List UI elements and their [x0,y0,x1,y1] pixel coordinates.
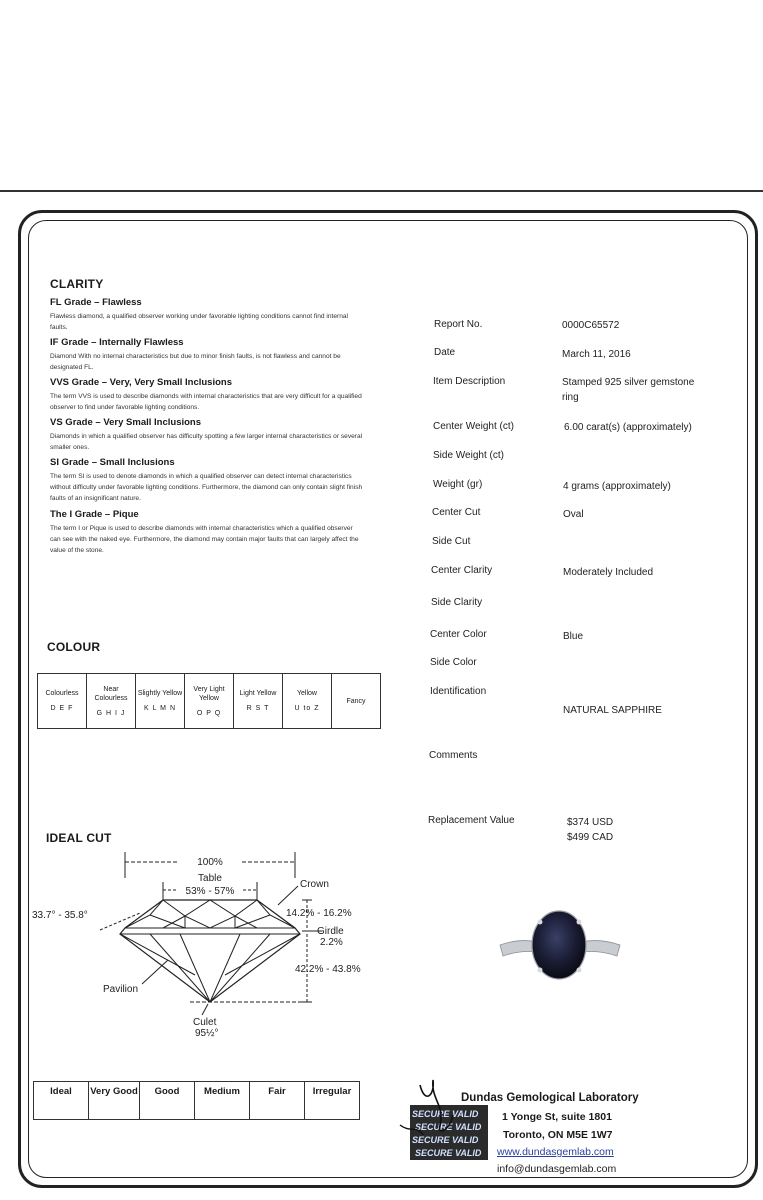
prong-1 [538,920,543,925]
seal-text-3: SECURE VALID [412,1135,479,1145]
secure-valid-seal [395,1075,500,1165]
grade-if-title: IF Grade – Internally Flawless [50,337,184,348]
label-total-width: 100% [197,857,223,868]
label-pavilion-depth: 42.2% - 43.8% [295,964,361,975]
grade-vs-title: VS Grade – Very Small Inclusions [50,417,202,428]
prong-2 [577,920,582,925]
lab-address-1: 1 Yonge St, suite 1801 [502,1111,612,1123]
weight-gr-label: Weight (gr) [433,479,483,490]
lab-email[interactable]: info@dundasgemlab.com [497,1163,617,1175]
colour-cell-yellow: Yellow U to Z [283,674,332,729]
center-weight-value: 6.00 carat(s) (approximately) [564,422,692,433]
grade-i-title: The I Grade – Pique [50,509,139,520]
grade-fl-title: FL Grade – Flawless [50,297,142,308]
side-clarity-label: Side Clarity [431,597,483,608]
comments-label: Comments [429,750,478,761]
ring-band-right [581,941,620,956]
grade-vs-desc: Diamonds in which a qualified observer has difficulty spotting a few larger internal characteristics or several smaller ones. [50,433,363,451]
side-cut-label: Side Cut [432,536,471,547]
cut-grade-medium: Medium [195,1082,250,1120]
lab-name: Dundas Gemological Laboratory [461,1092,639,1104]
grade-fl-desc: Flawless diamond, a qualified observer working under favorable lighting conditions cannot find internal faults. [50,313,348,331]
center-cut-value: Oval [563,509,584,520]
seal-text-1: SECURE VALID [412,1109,479,1119]
center-clarity-value: Moderately Included [563,567,654,578]
date-value: March 11, 2016 [562,349,631,360]
label-table-range: 53% - 57% [185,886,235,897]
grade-if-desc: Diamond With no internal characteristics but due to minor finish faults, is not flawless and cannot be designated FL. [50,353,341,371]
top-rule [0,190,763,192]
diamond-outline [120,900,300,1002]
label-girdle: Girdle [317,926,344,937]
cut-grade-ideal: Ideal [34,1082,89,1120]
colour-heading: COLOUR [47,640,101,654]
center-weight-label: Center Weight (ct) [433,421,514,432]
report-no-label: Report No. [434,319,483,330]
prong-3 [538,968,543,973]
replacement-value-usd: $374 USD [567,817,614,828]
label-culet-value: 95½° [195,1028,219,1039]
label-girdle-value: 2.2% [320,937,343,948]
center-clarity-label: Center Clarity [431,565,493,576]
lab-address-2: Toronto, ON M5E 1W7 [503,1129,613,1141]
item-description-label: Item Description [433,376,506,387]
colour-cell-colourless: Colourless D E F [38,674,87,729]
replacement-value-cad: $499 CAD [567,832,614,843]
colour-cell-light-yellow: Light Yellow R S T [234,674,283,729]
ideal-cut-heading: IDEAL CUT [46,831,112,845]
colour-scale-table [37,673,381,729]
seal-text-4: SECURE VALID [415,1148,482,1158]
prong-4 [577,968,582,973]
weight-gr-value: 4 grams (approximately) [563,481,671,492]
colour-cell-slightly-yellow: Slightly Yellow K L M N [136,674,185,729]
ring-photo [495,900,625,995]
grade-vvs-title: VVS Grade – Very, Very Small Inclusions [50,377,232,388]
cut-grade-irregular: Irregular [305,1082,360,1120]
diamond-proportion-diagram [30,850,370,1040]
identification-value: NATURAL SAPPHIRE [563,705,662,716]
grade-i-desc: The term I or Pique is used to describe diamonds with internal characteristics which a qualified observer can see with the naked eye. Furthermore, the diamond may contain major faults that can largely affect the value of the stone. [50,525,359,554]
cut-grade-good: Good [140,1082,195,1120]
clarity-heading: CLARITY [50,277,104,291]
identification-label: Identification [430,686,487,697]
item-description-value: Stamped 925 silver gemstone ring [562,377,695,403]
center-cut-label: Center Cut [432,507,481,518]
label-crown-height: 14.2% - 16.2% [286,908,352,919]
cut-grade-fair: Fair [250,1082,305,1120]
lab-website-link[interactable]: www.dundasgemlab.com [497,1146,614,1158]
cut-grade-very-good: Very Good [89,1082,140,1120]
grade-vvs-desc: The term VVS is used to describe diamonds with internal characteristics that are very difficult for a qualified observer to find under favorable lighting conditions. [50,393,362,411]
side-weight-label: Side Weight (ct) [433,450,504,461]
label-culet: Culet [193,1017,217,1028]
label-crown-angle: 33.7° - 35.8° [32,910,88,921]
date-label: Date [434,347,456,358]
grade-si-title: SI Grade – Small Inclusions [50,457,175,468]
label-pavilion: Pavilion [103,984,139,995]
center-color-label: Center Color [430,629,487,640]
side-color-label: Side Color [430,657,477,668]
colour-cell-near-colourless: Near Colourless G H I J [87,674,136,729]
grade-si-desc: The term SI is used to denote diamonds in which a qualified observer can detect internal characteristics without difficulty under favorable lighting conditions. Furthermore, the diamond can only contain slight finish faults of an insignificant nature. [50,473,363,502]
center-color-value: Blue [563,631,584,642]
report-no-value: 0000C65572 [562,320,620,331]
label-crown: Crown [300,879,329,890]
colour-cell-very-light-yellow: Very Light Yellow O P Q [185,674,234,729]
seal-text-2: SECURE VALID [415,1122,482,1132]
label-table: Table [198,873,222,884]
replacement-value-label: Replacement Value [428,815,515,826]
cut-grade-table [33,1081,360,1120]
colour-cell-fancy: Fancy [332,674,381,729]
